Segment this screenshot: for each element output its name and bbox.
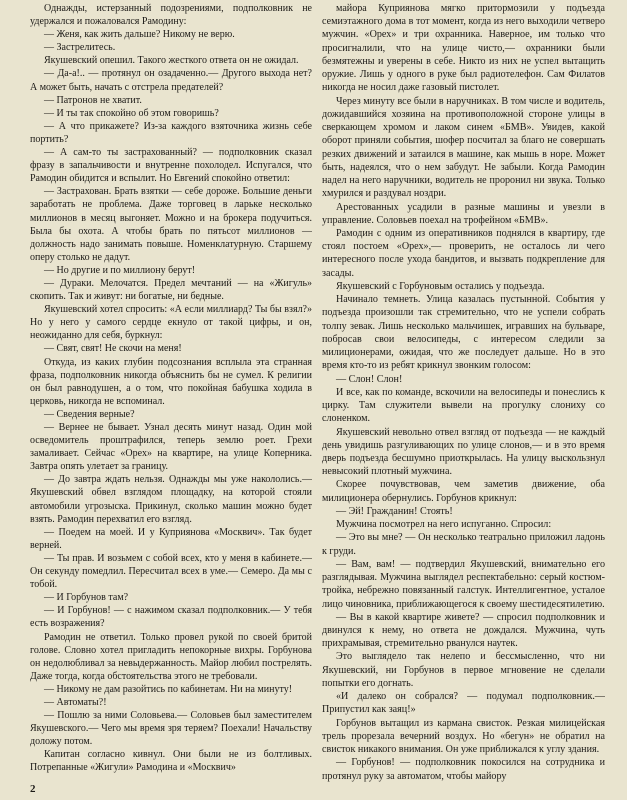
paragraph: — До завтра ждать нельзя. Однажды мы уже накололись.— Якушевский обвел взглядом площадку, на которой стояли автомобили угрозыска. Прикинул, сколько машин можно будет взять. Рамодин перехватил его взгляд. <box>30 474 312 525</box>
paragraph: — Но другие и по миллиону берут! <box>44 264 196 276</box>
paragraph: Якушевский опешил. Такого жесткого ответа он не ожидал. <box>44 55 299 67</box>
paragraph: Якушевский невольно отвел взгляд от подъезда — не каждый день увидишь разгуливающих по улице слонов,— и в это время дверь подъезда бесшумно приоткрылась. На улицу выскользнул невысокий плотный мужчина. <box>322 426 605 478</box>
paragraph: — Никому не дам разойтись по кабинетам. Ни на минуту! <box>44 683 293 695</box>
paragraph: — Патронов не хватит. <box>44 94 142 106</box>
paragraph: — А сам-то ты застрахованный? — подполковник сказал фразу в запальчивости и внутренне похолодел. Испугался, что Рамодин обидится и вспылит. Но Евгений спокойно ответил: <box>30 147 312 185</box>
paragraph: — Вы в какой квартире живете? — спросил подполковник и двинулся к нему, но ответа не дождался. Мужчина, чуть прихрамывая, стремительно рванулся наутек. <box>322 611 605 650</box>
paragraph: Это выглядело так нелепо и бессмысленно, что ни Якушевский, ни Горбунов в первое мгновение не сделали попытки его догнать. <box>322 651 605 689</box>
paragraph: Арестованных усадили в разные машины и увезли в управление. Соловьев поехал на трофейном «БМВ». <box>322 201 605 226</box>
paragraph: — И Горбунов там? <box>44 592 129 604</box>
paragraph: — Да-а!.. — протянул он озадаченно.— Другого выхода нет? А может быть, начать с отстрела предателей? <box>30 68 312 93</box>
paragraph: Скорее почувствовав, чем заметив движение, оба милиционера обернулись. Горбунов крикнул: <box>322 479 605 504</box>
paragraph: «И далеко он собрался? — подумал подполковник.— Припустил как заяц!» <box>322 691 605 716</box>
paragraph: — Это вы мне? — Он несколько театрально приложил ладонь к груди. <box>322 532 605 557</box>
paragraph: — Эй! Гражданин! Стоять! <box>336 505 453 517</box>
paragraph: — Дураки. Мелочатся. Предел мечтаний — на «Жигуль» скопить. Так и живут: ни богатые, ни бедные. <box>30 277 312 303</box>
paragraph: — И ты так спокойно об этом говоришь? <box>44 107 219 119</box>
paragraph: Через минуту все были в наручниках. В том числе и водитель, дожидавшийся хозяина на противоположной стороне улицы в сверкающем хромом и лаком синем «БМВ». Увидев, какой оборот приняли события, шофер посчитал за благо не совершать резких движений и затаился в машине, как мышь в норе. Может быть, надеялся, что о нем забудут. Не забыли. Когда Рамодин надел на него наручники, водитель не проронил ни звука. Только хмурился и раздувал ноздри. <box>322 95 605 200</box>
paragraph: — Застрахован. Брать взятки — себе дороже. Большие деньги заработать не проблема. Даже торговец в ларьке несколько миллионов в месяц выгоняет. Можно и на брокера подучиться. Была бы охота. А чтобы брать по пятьсот миллионов — должность надо занимать повыше. Номенклатурную. Старшему оперу столько не дадут. <box>30 186 312 263</box>
paragraph: Горбунов вытащил из кармана свисток. Резкая милицейская трель прорезала вечерний воздух. Но «бегун» не обратил на свисток никакого внимания. Он уже приближался к углу здания. <box>322 717 605 756</box>
left-column <box>30 2 312 784</box>
paragraph: — Пошлю за ними Соловьева.— Соловьев был заместителем Якушевского.— Чего мы время зря теряем? Поехали! Начальству доложу потом. <box>30 710 312 748</box>
paragraph: Мужчина посмотрел на него испуганно. Спросил: <box>336 519 552 531</box>
paragraph: — Горбунов! — подполковник покосился на сотрудника и протянул руку за автоматом, чтобы майору <box>322 757 605 782</box>
paragraph: — Слон! Слон! <box>336 373 403 385</box>
paragraph: — Вам, вам! — подтвердил Якушевский, внимательно его разглядывая. Мужчина выглядел респектабельно: серый костюм-тройка, небрежно повязанный галстук. Интеллигентное, усталое лицо чиновника, приближающегося к своему шестидесятилетию. <box>322 558 605 610</box>
paragraph: Капитан согласно кивнул. Они были не из болтливых. Потрепанные «Жигули» Рамодина и «Москвич» <box>30 749 312 774</box>
right-column <box>322 2 605 784</box>
paragraph: Однажды, истерзанный подозрениями, подполковник не удержался и пожаловался Рамодину: <box>30 3 312 28</box>
paragraph: Рамодин не ответил. Только провел рукой по своей бритой голове. Словно хотел пригладить непокорные вихры. Горбунова он недолюбливал за невыдержанность. Майор любил пострелять. Даже тогда, когда обстоятельства этого не требовали. <box>30 631 312 682</box>
paragraph: — А что прикажете? Из-за каждого взяточника жизнь себе портить? <box>30 120 312 145</box>
paragraph: — Автоматы?! <box>44 696 107 708</box>
paragraph: Якушевский с Горбуновым остались у подъезда. <box>336 280 545 292</box>
paragraph: — Ты прав. И возьмем с собой всех, кто у меня в кабинете.— Он секунду помедлил. Пересчитал всех в уме.— Семеро. Да мы с тобой. <box>30 552 312 591</box>
paragraph: И все, как по команде, вскочили на велосипеды и понеслись к цирку. Там служители вывели на прогулку слониху со слоненком. <box>322 386 605 425</box>
paragraph: — Поедем на моей. И у Куприянова «Москвич». Так будет верней. <box>30 526 312 551</box>
paragraph: — Застрелитесь. <box>44 42 116 54</box>
paragraph: — Вернее не бывает. Узнал десять минут назад. Один мой осведомитель проштрафился, теперь землю роет. Грехи замаливает. Сейчас «Орех» на квартире, на улице Коперника. Завтра опять улетает за границу. <box>30 422 312 473</box>
paragraph: — Свят, свят! Не скочи на меня! <box>44 343 182 355</box>
paragraph: — Женя, как жить дальше? Никому не верю. <box>44 29 235 41</box>
paragraph: Рамодин с одним из оперативников поднялся в квартиру, где стоял постоем «Орех»,— проверить, не осталось ли чего интересного после ухода бандитов, и вызвать подкрепление для засады. <box>322 227 605 279</box>
page-number: 2 <box>30 783 36 795</box>
paragraph: Откуда, из каких глубин подсознания всплыла эта странная фраза, подполковник никогда объяснить бы не сумел. К религии он был равнодушен, а о том, что покойная бабушка ходила в церковь, никогда не вспоминал. <box>30 356 312 407</box>
paragraph: Начинало темнеть. Улица казалась пустынной. События у подъезда произошли так стремительно, что не успели собрать толпу зевак. Лишь несколько мальчишек, игравших на бульваре, побросав свои велосипеды, с интересом следили за милиционерами, ожидая, что же последует дальше. Но в это время кто-то из ребят крикнул звонким голосом: <box>322 294 605 372</box>
paragraph: — И Горбунов! — с нажимом сказал подполковник.— У тебя есть возражения? <box>30 605 312 630</box>
paragraph: Якушевский хотел спросить: «А если миллиард? Ты бы взял?» Но у него у самого сердце екнуло от такой цифры, и он, неожиданно для себя, буркнул: <box>30 304 312 342</box>
paragraph: — Сведения верные? <box>44 408 135 420</box>
paragraph: майора Куприянова мягко притормозили у подъезда семиэтажного дома в тот момент, когда из него выходили четверо мужчин. «Орех» и три охранника. Наверное, им только что просигналили, что на улице чисто,— охранники были безмятежны и уверены в себе. Никто из них не успел вытащить оружие. Лишь у одного в руке был радиотелефон. Сам Филатов никогда не носил даже газовый пистолет. <box>322 3 605 94</box>
